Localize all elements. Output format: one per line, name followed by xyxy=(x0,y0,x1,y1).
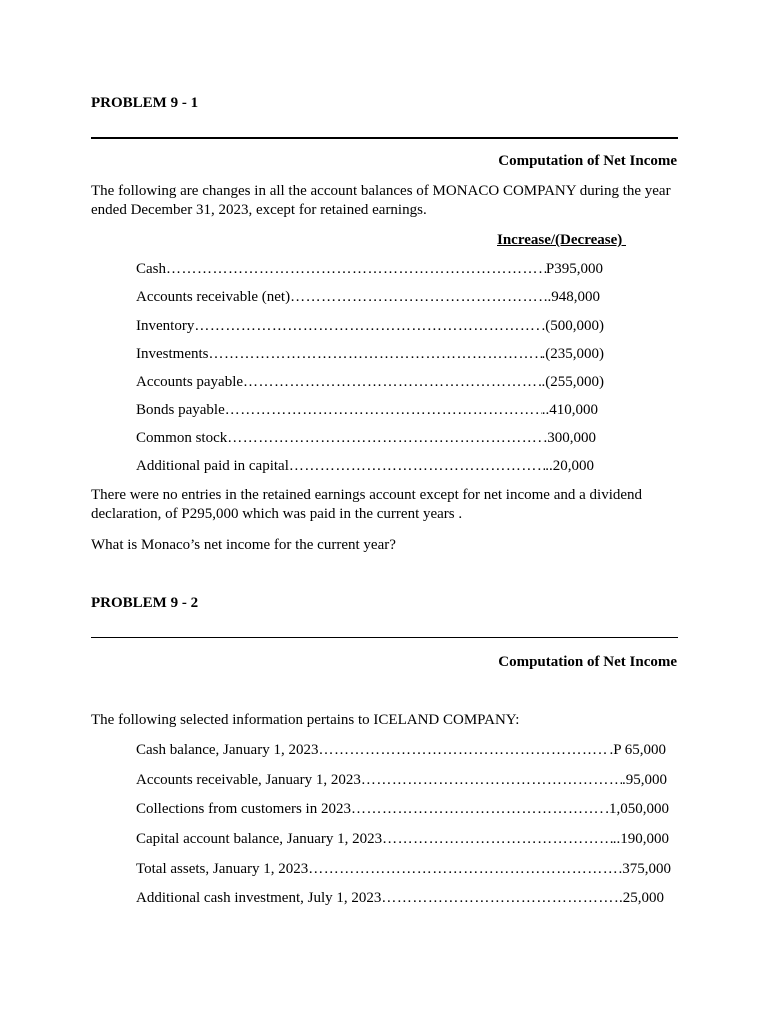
ledger-label: Common stock xyxy=(136,430,228,446)
leader-dots xyxy=(166,260,546,278)
ledger-label: Cash balance, January 1, 2023 xyxy=(136,742,319,758)
leader-dots xyxy=(194,317,541,335)
ledger-amount: ..190,000 xyxy=(612,831,669,847)
ledger-row xyxy=(136,771,667,789)
ledger-row xyxy=(136,830,669,848)
ledger-label: Investments xyxy=(136,346,209,362)
leader-dots xyxy=(381,889,619,907)
problem-1-title: Computation of Net Income xyxy=(498,153,677,169)
ledger-label: Inventory xyxy=(136,318,195,334)
ledger-amount: .(235,000) xyxy=(541,346,604,362)
ledger-row xyxy=(136,260,603,278)
leader-dots xyxy=(351,800,605,818)
problem-1-column-header: Increase/(Decrease) xyxy=(497,232,626,248)
leader-dots xyxy=(227,429,543,447)
ledger-label: Additional cash investment, July 1, 2023 xyxy=(136,890,382,906)
ledger-amount: .95,000 xyxy=(622,772,667,788)
problem-2-divider xyxy=(91,637,678,638)
ledger-row xyxy=(136,457,594,475)
leader-dots xyxy=(308,860,618,878)
leader-dots xyxy=(243,373,541,391)
problem-1-divider xyxy=(91,137,678,139)
ledger-row xyxy=(136,860,671,878)
ledger-row xyxy=(136,889,664,907)
leader-dots xyxy=(361,771,622,789)
ledger-row xyxy=(136,317,604,335)
problem-1-heading: PROBLEM 9 - 1 xyxy=(91,95,199,111)
problem-1-note: There were no entries in the retained earnings account except for net income and a dividend declaration, of P295,000 which was paid in the current years . xyxy=(91,487,643,522)
ledger-row xyxy=(136,401,598,419)
problem-2-heading: PROBLEM 9 - 2 xyxy=(91,595,199,611)
problem-2-intro: The following selected information pertains to ICELAND COMPANY: xyxy=(91,712,520,728)
ledger-label: Accounts receivable, January 1, 2023 xyxy=(136,772,361,788)
leader-dots xyxy=(382,830,613,848)
ledger-label: Additional paid in capital xyxy=(136,458,289,474)
ledger-label: Accounts payable xyxy=(136,374,244,390)
ledger-label: Collections from customers in 2023 xyxy=(136,801,351,817)
ledger-amount: .948,000 xyxy=(547,289,600,305)
ledger-row xyxy=(136,741,666,759)
ledger-amount: .(255,000) xyxy=(541,374,604,390)
leader-dots xyxy=(318,741,609,759)
ledger-amount: .(500,000) xyxy=(541,318,604,334)
ledger-amount: .300,000 xyxy=(543,430,596,446)
leader-dots xyxy=(209,345,542,363)
ledger-amount: ..20,000 xyxy=(545,458,594,474)
leader-dots xyxy=(289,457,545,475)
ledger-label: Accounts receivable (net) xyxy=(136,289,291,305)
leader-dots xyxy=(290,288,547,306)
ledger-label: Capital account balance, January 1, 2023 xyxy=(136,831,383,847)
problem-1-intro: The following are changes in all the account balances of MONACO COMPANY during the year ended December 31, 2023, except for retained earnings. xyxy=(91,183,671,218)
problem-1-question: What is Monaco’s net income for the current year? xyxy=(91,537,396,553)
ledger-row xyxy=(136,345,604,363)
ledger-amount: ..410,000 xyxy=(541,402,598,418)
ledger-amount: .P 65,000 xyxy=(609,742,666,758)
problem-2-title: Computation of Net Income xyxy=(498,654,677,670)
ledger-label: Bonds payable xyxy=(136,402,225,418)
ledger-row xyxy=(136,288,600,306)
ledger-label: Cash xyxy=(136,261,166,277)
ledger-row xyxy=(136,429,596,447)
ledger-amount: P395,000 xyxy=(545,261,603,277)
ledger-row xyxy=(136,373,604,391)
ledger-amount: .1,050,000 xyxy=(605,801,669,817)
ledger-amount: .375,000 xyxy=(618,861,671,877)
leader-dots xyxy=(225,401,542,419)
ledger-amount: .25,000 xyxy=(619,890,664,906)
ledger-label: Total assets, January 1, 2023 xyxy=(136,861,309,877)
ledger-row xyxy=(136,800,669,818)
